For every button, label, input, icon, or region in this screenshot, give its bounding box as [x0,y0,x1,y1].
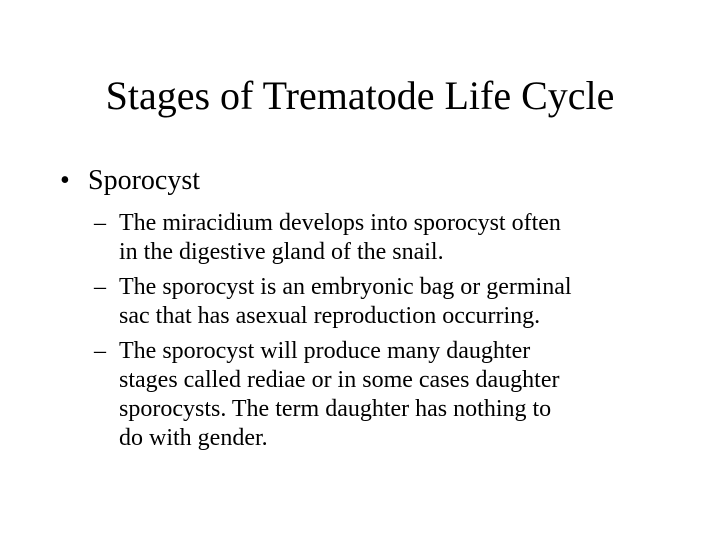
subpoint-line: do with gender. [119,425,268,451]
subpoint-line: The sporocyst will produce many daughter [119,338,531,364]
dash-marker: – [94,274,106,300]
subpoint-line: sac that has asexual reproduction occurring. [119,303,541,329]
subpoint-line: in the digestive gland of the snail. [119,239,444,265]
subpoint-3 [94,337,694,453]
dash-marker: – [94,210,106,236]
bullet-marker: • [60,165,70,196]
subpoint-1 [94,209,694,267]
bullet-sporocyst [60,164,200,198]
dash-marker: – [94,338,106,364]
subpoint-line: The miracidium develops into sporocyst often [119,210,561,236]
bullet-text: Sporocyst [88,165,200,196]
subpoint-2 [94,273,694,331]
subpoint-list [94,209,694,459]
subpoint-line: sporocysts. The term daughter has nothing to [119,396,552,422]
subpoint-line: The sporocyst is an embryonic bag or germinal [119,274,572,300]
slide-title: Stages of Trematode Life Cycle [105,73,615,118]
subpoint-line: stages called rediae or in some cases daughter [119,367,560,393]
